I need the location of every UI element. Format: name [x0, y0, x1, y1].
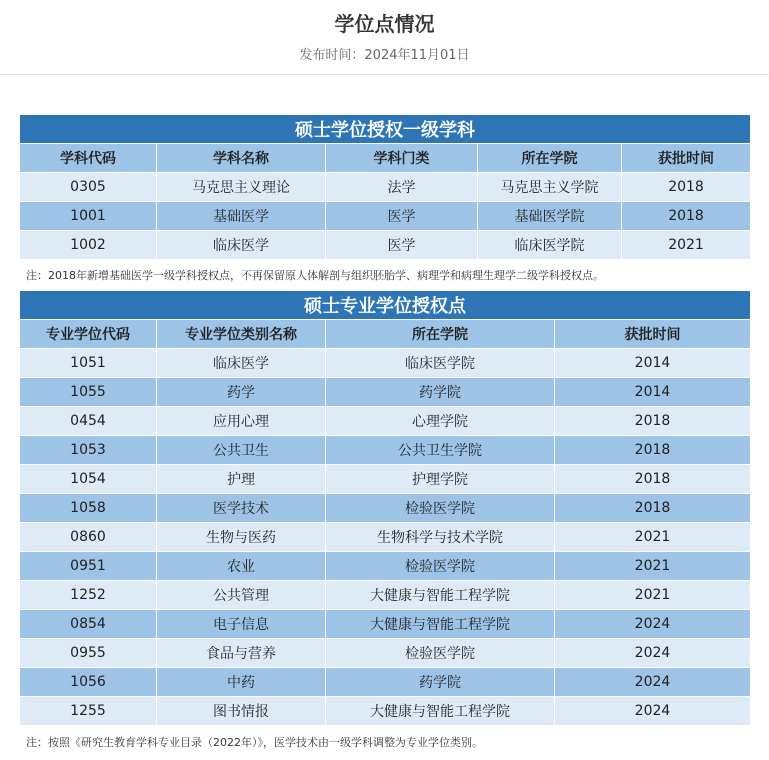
table-cell: 2021 [622, 231, 751, 260]
table-cell: 电子信息 [157, 610, 326, 639]
table-cell: 应用心理 [157, 407, 326, 436]
professional-column-header: 专业学位代码 [20, 320, 157, 349]
table-row [20, 436, 751, 465]
table-row [20, 639, 751, 668]
table-cell: 2014 [555, 349, 751, 378]
table-cell: 0305 [20, 173, 157, 202]
table-cell: 护理 [157, 465, 326, 494]
professional-column-header: 专业学位类别名称 [157, 320, 326, 349]
table-cell: 1002 [20, 231, 157, 260]
table-row [20, 668, 751, 697]
table-cell: 食品与营养 [157, 639, 326, 668]
table-cell: 1255 [20, 697, 157, 726]
academic-degree-table [19, 114, 751, 260]
table-cell: 0951 [20, 552, 157, 581]
table-cell: 1056 [20, 668, 157, 697]
table-row [20, 378, 751, 407]
table-cell: 临床医学 [157, 349, 326, 378]
table-cell: 公共卫生 [157, 436, 326, 465]
table-cell: 2018 [555, 494, 751, 523]
table-cell: 1055 [20, 378, 157, 407]
table-cell: 检验医学院 [326, 494, 555, 523]
table-cell: 0860 [20, 523, 157, 552]
professional-degree-table [19, 290, 751, 726]
table-cell: 马克思主义学院 [478, 173, 622, 202]
table-cell: 2024 [555, 610, 751, 639]
table-cell: 农业 [157, 552, 326, 581]
academic-column-header: 所在学院 [478, 144, 622, 173]
table-cell: 中药 [157, 668, 326, 697]
table-cell: 1054 [20, 465, 157, 494]
table-cell: 基础医学 [157, 202, 326, 231]
academic-table-note: 注：2018年新增基础医学一级学科授权点，不再保留原人体解剖与组织胚胎学、病理学和病理生理学二级学科授权点。 [26, 269, 604, 282]
table-cell: 2024 [555, 639, 751, 668]
table-cell: 2018 [555, 465, 751, 494]
table-cell: 1001 [20, 202, 157, 231]
table-row [20, 231, 751, 260]
table-cell: 2024 [555, 697, 751, 726]
academic-column-header: 学科门类 [326, 144, 478, 173]
table-cell: 药学院 [326, 668, 555, 697]
header-divider [0, 74, 769, 75]
professional-column-header: 所在学院 [326, 320, 555, 349]
table-cell: 护理学院 [326, 465, 555, 494]
table-row [20, 697, 751, 726]
table-cell: 医学 [326, 231, 478, 260]
table-cell: 公共卫生学院 [326, 436, 555, 465]
academic-column-header: 获批时间 [622, 144, 751, 173]
academic-column-header: 学科代码 [20, 144, 157, 173]
table-cell: 2021 [555, 581, 751, 610]
table-cell: 马克思主义理论 [157, 173, 326, 202]
table-cell: 2024 [555, 668, 751, 697]
table-cell: 1058 [20, 494, 157, 523]
table-row [20, 610, 751, 639]
table-cell: 2021 [555, 523, 751, 552]
table-cell: 大健康与智能工程学院 [326, 610, 555, 639]
table-cell: 1053 [20, 436, 157, 465]
table-cell: 临床医学院 [326, 349, 555, 378]
table-row [20, 581, 751, 610]
table-row [20, 407, 751, 436]
table-cell: 2021 [555, 552, 751, 581]
table-cell: 大健康与智能工程学院 [326, 697, 555, 726]
table-row [20, 465, 751, 494]
table-cell: 1051 [20, 349, 157, 378]
table-row [20, 523, 751, 552]
table-row [20, 202, 751, 231]
table-cell: 药学院 [326, 378, 555, 407]
table-cell: 0955 [20, 639, 157, 668]
table-cell: 0454 [20, 407, 157, 436]
publish-date: 发布时间：2024年11月01日 [299, 48, 470, 63]
table-cell: 公共管理 [157, 581, 326, 610]
table-cell: 医学技术 [157, 494, 326, 523]
table-cell: 医学 [326, 202, 478, 231]
academic-column-header: 学科名称 [157, 144, 326, 173]
professional-column-header: 获批时间 [555, 320, 751, 349]
table-cell: 心理学院 [326, 407, 555, 436]
table-cell: 2014 [555, 378, 751, 407]
table-cell: 检验医学院 [326, 552, 555, 581]
table-cell: 2018 [622, 202, 751, 231]
table-cell: 药学 [157, 378, 326, 407]
table-row [20, 494, 751, 523]
table-cell: 生物与医药 [157, 523, 326, 552]
academic-table-caption: 硕士学位授权一级学科 [20, 115, 751, 144]
table-cell: 图书情报 [157, 697, 326, 726]
table-cell: 2018 [555, 407, 751, 436]
table-cell: 大健康与智能工程学院 [326, 581, 555, 610]
table-cell: 2018 [622, 173, 751, 202]
table-cell: 1252 [20, 581, 157, 610]
table-row [20, 349, 751, 378]
table-cell: 2018 [555, 436, 751, 465]
table-row [20, 552, 751, 581]
table-cell: 基础医学院 [478, 202, 622, 231]
table-cell: 0854 [20, 610, 157, 639]
table-cell: 生物科学与技术学院 [326, 523, 555, 552]
table-cell: 法学 [326, 173, 478, 202]
table-cell: 临床医学院 [478, 231, 622, 260]
table-row [20, 173, 751, 202]
page-title: 学位点情况 [334, 12, 435, 36]
table-cell: 临床医学 [157, 231, 326, 260]
professional-table-note: 注：按照《研究生教育学科专业目录（2022年）》，医学技术由一级学科调整为专业学位类别。 [26, 736, 483, 749]
professional-table-caption: 硕士专业学位授权点 [20, 291, 751, 320]
table-cell: 检验医学院 [326, 639, 555, 668]
